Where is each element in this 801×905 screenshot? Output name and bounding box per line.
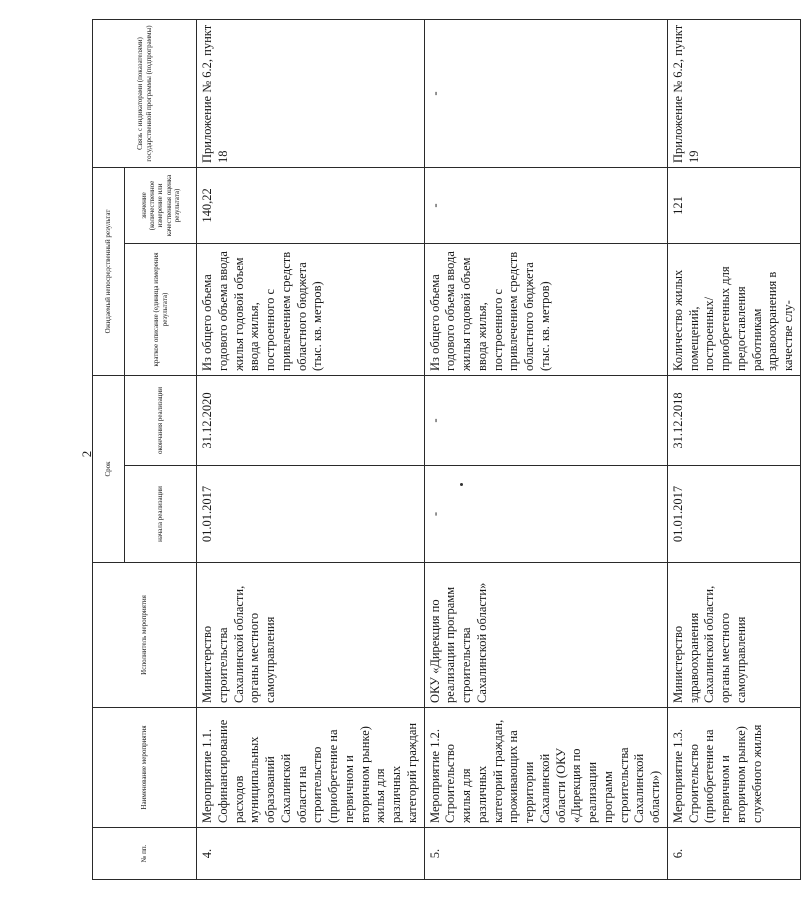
cell-num: 5. <box>424 828 667 880</box>
rotated-table-wrapper <box>92 20 795 880</box>
cell-num: 6. <box>667 828 800 880</box>
cell-num: 4. <box>197 828 425 880</box>
col-header-result-value: значение (количественное измерение или качественная оценка результата) <box>125 167 197 243</box>
cell-result-desc: Количество жилых помещений, построенных/приобретенных для предоставления работникам здравоохранения в качестве слу- <box>667 243 800 375</box>
cell-name: Мероприятие 1.1. Софинансирование расходов муниципальных образований Сахалинской области на строительство (приобретение на первичном и вторичном рынке) жилья для различных категорий граждан <box>197 708 425 828</box>
page-number: 2 <box>79 450 94 458</box>
header-row-1 <box>93 19 125 879</box>
cell-link: - <box>424 19 667 167</box>
cell-executor: ОКУ «Дирекция по реализации программ строительства Сахалинской области» <box>424 563 667 708</box>
col-header-end: окончания реализации <box>125 375 197 465</box>
cell-end: 31.12.2020 <box>197 375 425 465</box>
col-header-executor: Исполнитель мероприятия <box>93 563 197 708</box>
col-header-start: начала реализации <box>125 466 197 563</box>
measures-table <box>92 19 801 880</box>
cell-name: Мероприятие 1.3. Строительство (приобретение на первичном и вторичном рынке) служебного жилья <box>667 708 800 828</box>
table-row <box>667 19 800 879</box>
col-header-link: Связь с индикаторами (показателями) государственной программы (подпрограммы) <box>93 19 197 167</box>
cell-result-desc: Из общего объема годового объема ввода жилья годовой объем ввода жилья, построенного с привлечением средств областного бюджета (тыс. кв. метров) <box>424 243 667 375</box>
col-header-term: Срок <box>93 375 125 562</box>
table-row <box>197 19 425 879</box>
cell-result-value: 121 <box>667 167 800 243</box>
cell-start: 01.01.2017 <box>667 466 800 563</box>
cell-executor: Министерство здравоохранения Сахалинской области, органы местного самоуправления <box>667 563 800 708</box>
cell-name: Мероприятие 1.2. Строительство жилья для различных категорий граждан, проживающих на территории Сахалинской области (ОКУ «Дирекция по реализации программ строительства Сахалинской области») <box>424 708 667 828</box>
cell-link: Приложение № 6.2, пункт 19 <box>667 19 800 167</box>
cell-result-desc: Из общего объема годового объема ввода жилья годовой объем ввода жилья, построенного с привлечением средств областного бюджета (тыс. кв. метров) <box>197 243 425 375</box>
cell-link: Приложение № 6.2, пункт 18 <box>197 19 425 167</box>
cell-end: - <box>424 375 667 465</box>
cell-end: 31.12.2018 <box>667 375 800 465</box>
cell-result-value: - <box>424 167 667 243</box>
col-header-name: Наименование мероприятия <box>93 708 197 828</box>
table-row <box>424 19 667 879</box>
cell-result-value: 140,22 <box>197 167 425 243</box>
cell-executor: Министерство строительства Сахалинской области, органы местного самоуправления <box>197 563 425 708</box>
col-header-num: № пп. <box>93 828 197 880</box>
col-header-result: Ожидаемый непосредственный результат <box>93 167 125 375</box>
cell-start: - <box>424 466 667 563</box>
col-header-result-desc: краткое описание (единица измерения результата) <box>125 243 197 375</box>
cell-start: 01.01.2017 <box>197 466 425 563</box>
